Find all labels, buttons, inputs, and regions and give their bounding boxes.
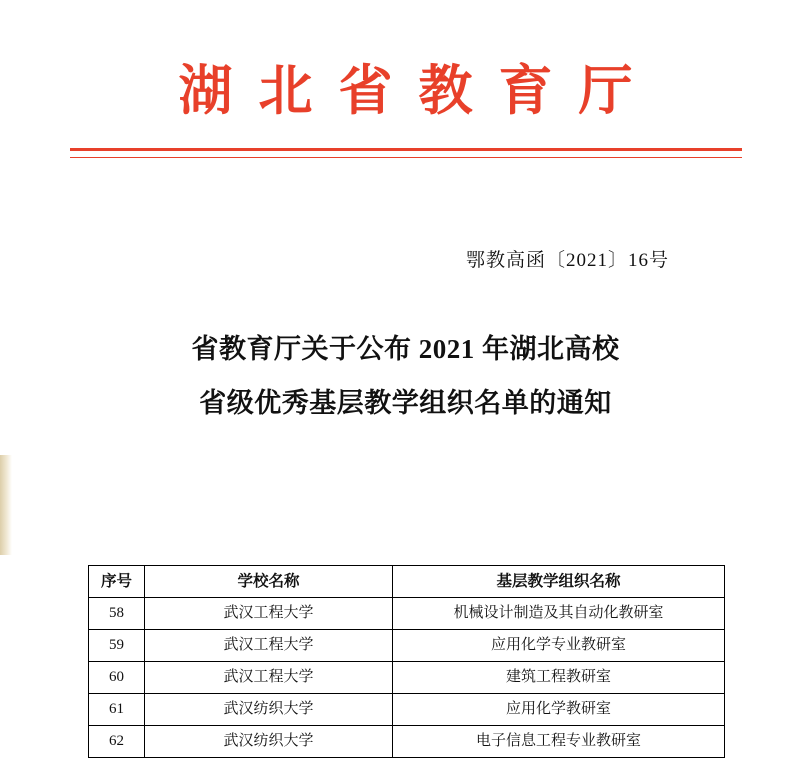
- cell-organization: 建筑工程教研室: [393, 662, 725, 694]
- cell-organization: 电子信息工程专业教研室: [393, 726, 725, 758]
- cell-school: 武汉纺织大学: [145, 726, 393, 758]
- organization-list-table-container: [88, 565, 724, 758]
- column-header-index: 序号: [89, 566, 145, 598]
- table-row: [89, 662, 725, 694]
- masthead: [0, 62, 811, 121]
- cell-organization: 应用化学教研室: [393, 694, 725, 726]
- cell-school: 武汉纺织大学: [145, 694, 393, 726]
- masthead-rule-thick: [70, 148, 742, 151]
- table-header-row: [89, 566, 725, 598]
- cell-index: 61: [89, 694, 145, 726]
- cell-organization: 机械设计制造及其自动化教研室: [393, 598, 725, 630]
- page-title-line-1: 省教育厅关于公布 2021 年湖北高校: [191, 334, 620, 364]
- cell-school: 武汉工程大学: [145, 662, 393, 694]
- page-title-line-2: 省级优秀基层教学组织名单的通知: [199, 388, 612, 418]
- column-header-organization: 基层教学组织名称: [393, 566, 725, 598]
- masthead-rule-thin: [70, 157, 742, 158]
- cell-index: 62: [89, 726, 145, 758]
- column-header-school: 学校名称: [145, 566, 393, 598]
- table-row: [89, 726, 725, 758]
- scan-edge-artifact: [0, 455, 12, 555]
- cell-index: 59: [89, 630, 145, 662]
- table-row: [89, 630, 725, 662]
- cell-school: 武汉工程大学: [145, 630, 393, 662]
- masthead-title: 湖北省教育厅: [178, 61, 659, 121]
- page-title: [0, 322, 811, 430]
- cell-index: 58: [89, 598, 145, 630]
- document-number: 鄂教高函〔2021〕16号: [465, 250, 669, 271]
- table-row: [89, 598, 725, 630]
- organization-list-table: [88, 565, 725, 758]
- cell-index: 60: [89, 662, 145, 694]
- table-row: [89, 694, 725, 726]
- cell-organization: 应用化学专业教研室: [393, 630, 725, 662]
- cell-school: 武汉工程大学: [145, 598, 393, 630]
